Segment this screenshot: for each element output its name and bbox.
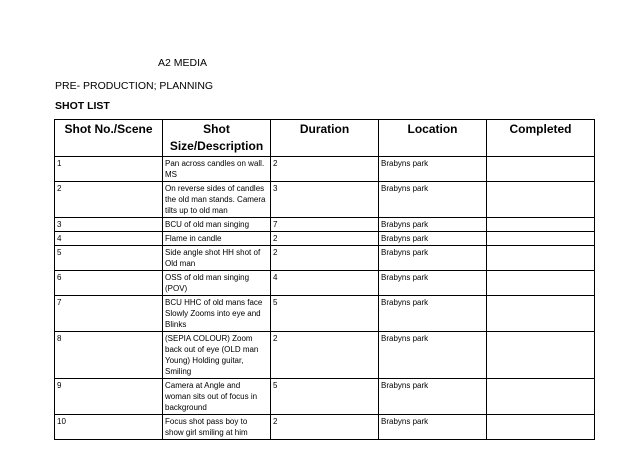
cell-location: Brabyns park xyxy=(379,296,487,332)
cell-shot-no: 2 xyxy=(55,182,163,218)
cell-shot-no: 4 xyxy=(55,232,163,246)
cell-completed xyxy=(487,157,595,182)
cell-duration: 2 xyxy=(271,332,379,379)
cell-completed xyxy=(487,246,595,271)
cell-description: On reverse sides of candles the old man stands. Camera tilts up to old man xyxy=(163,182,271,218)
cell-duration: 2 xyxy=(271,246,379,271)
cell-description: Side angle shot HH shot of Old man xyxy=(163,246,271,271)
cell-duration: 2 xyxy=(271,415,379,440)
table-row xyxy=(55,332,595,379)
cell-completed xyxy=(487,379,595,415)
document-subtitle: PRE- PRODUCTION; PLANNING xyxy=(55,80,214,92)
cell-completed xyxy=(487,296,595,332)
cell-duration: 3 xyxy=(271,182,379,218)
cell-completed xyxy=(487,218,595,232)
cell-shot-no: 5 xyxy=(55,246,163,271)
cell-shot-no: 8 xyxy=(55,332,163,379)
cell-shot-no: 3 xyxy=(55,218,163,232)
header-row xyxy=(55,120,595,157)
cell-shot-no: 6 xyxy=(55,271,163,296)
section-heading: SHOT LIST xyxy=(55,100,110,112)
cell-completed xyxy=(487,182,595,218)
document-title: A2 MEDIA xyxy=(158,57,208,69)
shot-list-table xyxy=(54,119,595,440)
cell-completed xyxy=(487,332,595,379)
cell-location: Brabyns park xyxy=(379,271,487,296)
table-row xyxy=(55,157,595,182)
table-row xyxy=(55,271,595,296)
cell-completed xyxy=(487,415,595,440)
cell-description: Focus shot pass boy to show girl smiling at him xyxy=(163,415,271,440)
cell-location: Brabyns park xyxy=(379,332,487,379)
cell-shot-no: 9 xyxy=(55,379,163,415)
cell-shot-no: 1 xyxy=(55,157,163,182)
cell-description: BCU HHC of old mans face Slowly Zooms into eye and Blinks xyxy=(163,296,271,332)
table-row xyxy=(55,296,595,332)
header-description: Shot Size/Description xyxy=(163,120,271,157)
cell-description: BCU of old man singing xyxy=(163,218,271,232)
table-row xyxy=(55,415,595,440)
cell-location: Brabyns park xyxy=(379,232,487,246)
table-row xyxy=(55,232,595,246)
table-row xyxy=(55,379,595,415)
cell-duration: 5 xyxy=(271,379,379,415)
cell-duration: 4 xyxy=(271,271,379,296)
cell-duration: 7 xyxy=(271,218,379,232)
table-row xyxy=(55,182,595,218)
cell-location: Brabyns park xyxy=(379,246,487,271)
cell-description: OSS of old man singing (POV) xyxy=(163,271,271,296)
cell-duration: 2 xyxy=(271,157,379,182)
table-row xyxy=(55,246,595,271)
cell-completed xyxy=(487,271,595,296)
cell-shot-no: 7 xyxy=(55,296,163,332)
cell-location: Brabyns park xyxy=(379,379,487,415)
cell-description: (SEPIA COLOUR) Zoom back out of eye (OLD man Young) Holding guitar, Smiling xyxy=(163,332,271,379)
cell-completed xyxy=(487,232,595,246)
cell-description: Pan across candles on wall. MS xyxy=(163,157,271,182)
cell-shot-no: 10 xyxy=(55,415,163,440)
header-duration: Duration xyxy=(271,120,379,157)
cell-duration: 5 xyxy=(271,296,379,332)
cell-location: Brabyns park xyxy=(379,218,487,232)
cell-description: Camera at Angle and woman sits out of focus in background xyxy=(163,379,271,415)
cell-location: Brabyns park xyxy=(379,182,487,218)
table-row xyxy=(55,218,595,232)
header-completed: Completed xyxy=(487,120,595,157)
header-location: Location xyxy=(379,120,487,157)
header-shot-no: Shot No./Scene xyxy=(55,120,163,157)
cell-duration: 2 xyxy=(271,232,379,246)
cell-description: Flame in candle xyxy=(163,232,271,246)
cell-location: Brabyns park xyxy=(379,415,487,440)
cell-location: Brabyns park xyxy=(379,157,487,182)
